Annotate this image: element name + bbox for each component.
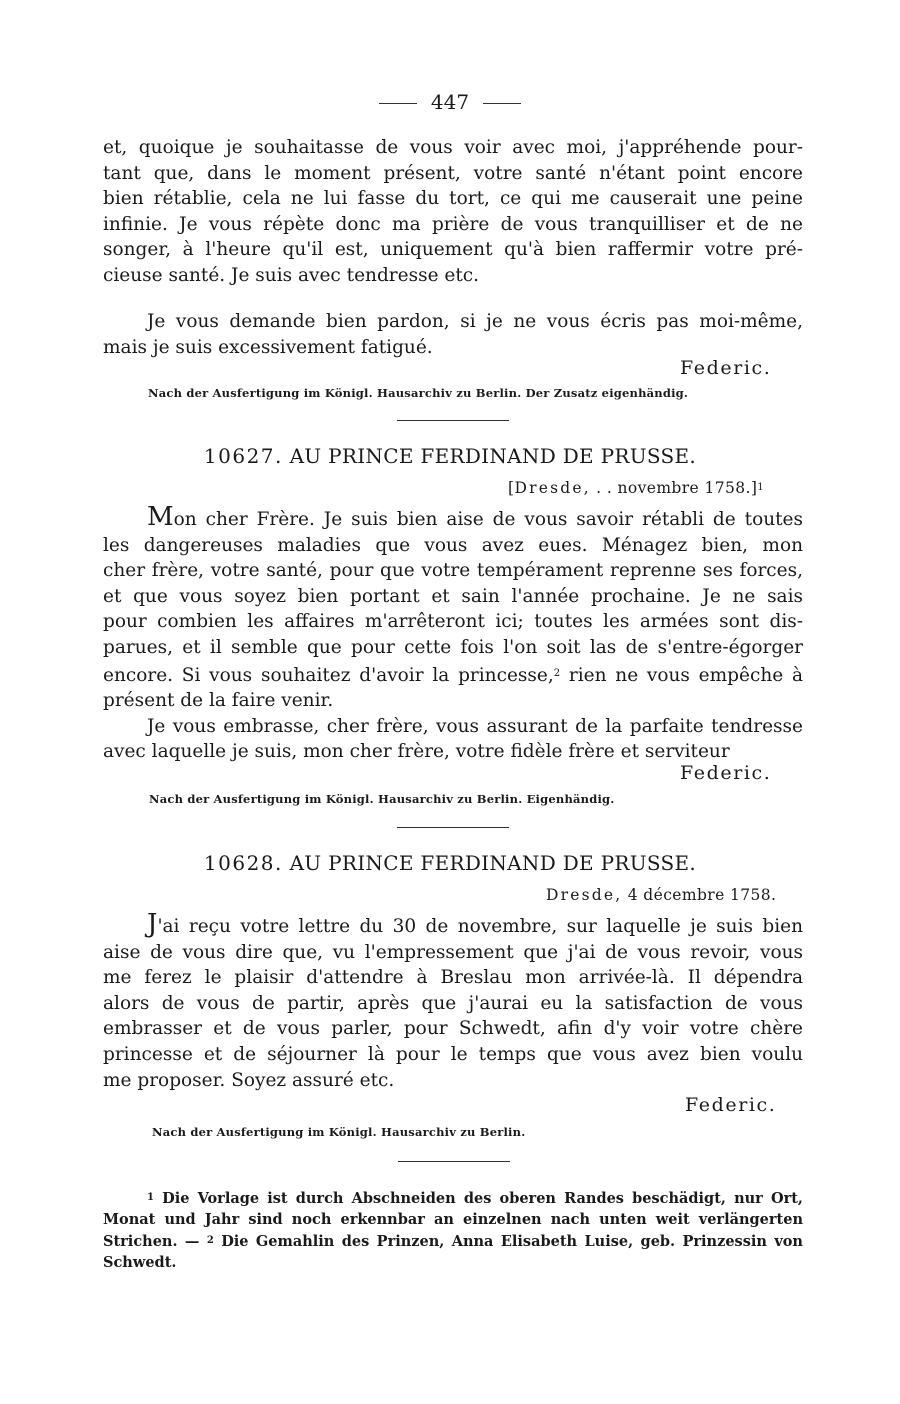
text-line: les dangereuses maladies que vous avez eues. Ménagez bien, mon bbox=[103, 534, 803, 556]
divider bbox=[397, 827, 509, 828]
dropcap: J bbox=[147, 909, 158, 939]
letter-number: 10627. bbox=[203, 444, 283, 468]
postscript-line: mais je suis excessivement fatigué. bbox=[103, 336, 433, 358]
text-line: et, quoique je souhaitasse de vous voir avec moi, j'appréhende pour- bbox=[103, 137, 803, 158]
letter-title: AU PRINCE FERDINAND DE PRUSSE. bbox=[289, 851, 697, 875]
source-note: Nach der Ausfertigung im Königl. Hausarchiv zu Berlin. bbox=[152, 1125, 526, 1139]
continuation-body bbox=[103, 135, 803, 289]
text-line: infinie. Je vous répète donc ma prière de vous tranquilliser et de ne bbox=[103, 213, 803, 235]
date-rest: 4 décembre 1758. bbox=[627, 886, 777, 904]
text-line bbox=[103, 502, 803, 533]
footnote-text: Strichen. — bbox=[103, 1233, 200, 1250]
letter-dateline bbox=[546, 886, 776, 904]
letter-body-10627 bbox=[103, 502, 803, 765]
footnote-line bbox=[103, 1230, 803, 1252]
text-line: songer, à l'heure qu'il est, uniquement qu'à bien raffermir votre pré- bbox=[103, 239, 803, 261]
footnote-mark: 1 bbox=[147, 1192, 154, 1203]
text-line: cieuse santé. Je suis avec tendresse etc. bbox=[103, 264, 480, 286]
signature: Federic. bbox=[685, 1094, 777, 1116]
text-line: Je vous embrasse, cher frère, vous assurant de la parfaite tendresse bbox=[147, 715, 803, 737]
footnotes bbox=[103, 1187, 803, 1273]
letter-number: 10628. bbox=[203, 851, 283, 875]
date-place: Dresde, bbox=[514, 479, 591, 497]
signature: Federic. bbox=[680, 357, 772, 379]
text-line: tant que, dans le moment présent, votre santé n'étant point encore bbox=[103, 162, 803, 184]
divider bbox=[397, 420, 509, 421]
text-line: bien rétablie, cela ne lui fasse du tort, ce qui me causerait une peine bbox=[103, 188, 803, 210]
dropcap: M bbox=[147, 502, 174, 532]
postscript-line: Je vous demande bien pardon, si je ne vous écris pas moi-même, bbox=[147, 311, 803, 332]
text-span: rien ne vous empêche à bbox=[568, 664, 803, 686]
text-span: 'ai reçu votre lettre du 30 de novembre, sur laquelle je suis bien bbox=[157, 916, 803, 937]
text-line: embrasser et de vous parler, pour Schwedt, afin d'y voir votre chère bbox=[103, 1018, 803, 1040]
signature: Federic. bbox=[680, 762, 772, 784]
footnote-line: Schwedt. bbox=[103, 1254, 177, 1271]
source-note: Nach der Ausfertigung im Königl. Hausarchiv zu Berlin. Der Zusatz eigenhändig. bbox=[148, 386, 689, 400]
letter-heading-10628 bbox=[0, 851, 900, 875]
header-dash-right bbox=[483, 103, 521, 104]
text-line: alors de vous de partir, après que j'aurai eu la satisfaction de vous bbox=[103, 992, 803, 1014]
text-line: pour combien les affaires m'arrêteront ici; toutes les armées sont dis- bbox=[103, 611, 803, 633]
page-header bbox=[0, 90, 900, 114]
text-line: cher frère, votre santé, pour que votre tempérament reprenne ses forces, bbox=[103, 560, 803, 582]
letter-dateline bbox=[508, 479, 764, 497]
letter-heading-10627 bbox=[0, 444, 900, 468]
date-bracket: [ bbox=[508, 479, 515, 497]
footnote-text: Die Gemahlin des Prinzen, Anna Elisabeth Luise, geb. Prinzessin von bbox=[221, 1233, 803, 1250]
source-note: Nach der Ausfertigung im Königl. Hausarchiv zu Berlin. Eigenhändig. bbox=[149, 792, 615, 806]
text-line bbox=[103, 909, 803, 940]
text-line: parues, et il semble que pour cette fois l'on soit las de s'entre-égorger bbox=[103, 636, 803, 658]
text-line: présent de la faire venir. bbox=[103, 690, 334, 712]
divider bbox=[398, 1161, 510, 1162]
footnote-text: Die Vorlage ist durch Abschneiden des oberen Randes beschädigt, nur Ort, bbox=[162, 1190, 803, 1207]
text-line bbox=[103, 661, 803, 689]
footnote-line bbox=[103, 1187, 803, 1209]
text-line: me proposer. Soyez assuré etc. bbox=[103, 1069, 395, 1091]
date-place: Dresde, bbox=[546, 886, 623, 904]
text-line: me ferez le plaisir d'attendre à Breslau mon arrivée-là. Il dépendra bbox=[103, 967, 803, 989]
letter-title: AU PRINCE FERDINAND DE PRUSSE. bbox=[289, 444, 697, 468]
text-span: encore. Si vous souhaitez d'avoir la princesse, bbox=[103, 664, 554, 686]
text-line: avec laquelle je suis, mon cher frère, votre fidèle frère et serviteur bbox=[103, 741, 730, 763]
footnote-mark: 2 bbox=[206, 1235, 214, 1246]
footnote-ref: 2 bbox=[553, 667, 561, 679]
text-line: aise de vous dire que, vu l'empressement que j'ai de vous revoir, vous bbox=[103, 941, 803, 963]
footnote-ref: 1 bbox=[757, 482, 765, 493]
postscript bbox=[103, 309, 803, 360]
text-span: on cher Frère. Je suis bien aise de vous savoir rétabli de toutes bbox=[173, 509, 803, 530]
date-rest: . . novembre 1758.] bbox=[596, 479, 758, 497]
page-number: 447 bbox=[430, 90, 470, 114]
text-line: et que vous soyez bien portant et sain l'année prochaine. Je ne sais bbox=[103, 585, 803, 607]
header-dash-left bbox=[379, 103, 417, 104]
letter-body-10628 bbox=[103, 909, 803, 1093]
footnote-line: Monat und Jahr sind noch erkennbar an einzelnen nach unten weit verlängerten bbox=[103, 1211, 803, 1228]
text-line: princesse et de séjourner là pour le temps que vous avez bien voulu bbox=[103, 1043, 803, 1065]
